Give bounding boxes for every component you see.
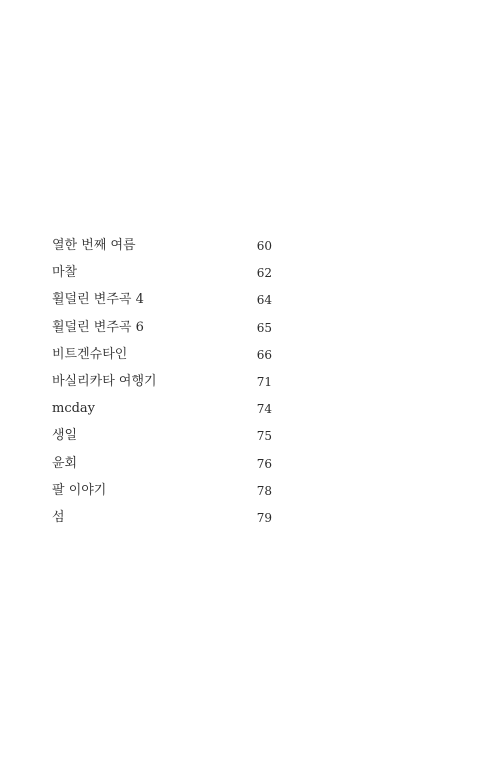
toc-entry-page: 62 xyxy=(256,266,272,281)
toc-entry-page: 64 xyxy=(256,293,272,308)
toc-entry-title: 섬 xyxy=(52,509,65,525)
toc-entry-title: 휠덜린 변주곡 4 xyxy=(52,292,144,308)
toc-entry[interactable] xyxy=(52,399,272,426)
toc-entry[interactable] xyxy=(52,345,272,372)
toc-entry-title: 바실리카타 여행기 xyxy=(52,373,157,389)
toc-entry-page: 79 xyxy=(256,510,272,525)
table-of-contents xyxy=(52,236,272,535)
toc-entry-title: 휠덜린 변주곡 6 xyxy=(52,319,144,335)
toc-entry-page: 74 xyxy=(256,402,272,417)
toc-entry-title: 비트겐슈타인 xyxy=(52,346,128,362)
toc-entry-page: 60 xyxy=(256,239,272,253)
toc-entry[interactable] xyxy=(52,481,272,508)
toc-entry[interactable] xyxy=(52,426,272,453)
toc-entry-title: 마찰 xyxy=(52,265,78,281)
toc-entry-title: 열한 번째 여름 xyxy=(52,238,136,253)
toc-entry[interactable] xyxy=(52,454,272,481)
toc-entry[interactable] xyxy=(52,372,272,399)
toc-entry-page: 66 xyxy=(256,347,272,362)
toc-entry[interactable] xyxy=(52,236,272,263)
toc-entry[interactable] xyxy=(52,290,272,317)
toc-entry-page: 71 xyxy=(256,374,272,389)
toc-entry[interactable] xyxy=(52,318,272,345)
toc-entry[interactable] xyxy=(52,263,272,290)
toc-entry-page: 78 xyxy=(256,483,272,498)
toc-entry-title: 생일 xyxy=(52,428,78,444)
toc-entry-title: 윤회 xyxy=(52,455,78,471)
toc-entry-title: mcday xyxy=(52,401,96,417)
toc-entry[interactable] xyxy=(52,508,272,535)
toc-entry-title: 팔 이야기 xyxy=(52,482,107,498)
toc-entry-page: 75 xyxy=(256,429,272,444)
toc-entry-page: 76 xyxy=(256,456,272,471)
toc-entry-page: 65 xyxy=(256,320,272,335)
